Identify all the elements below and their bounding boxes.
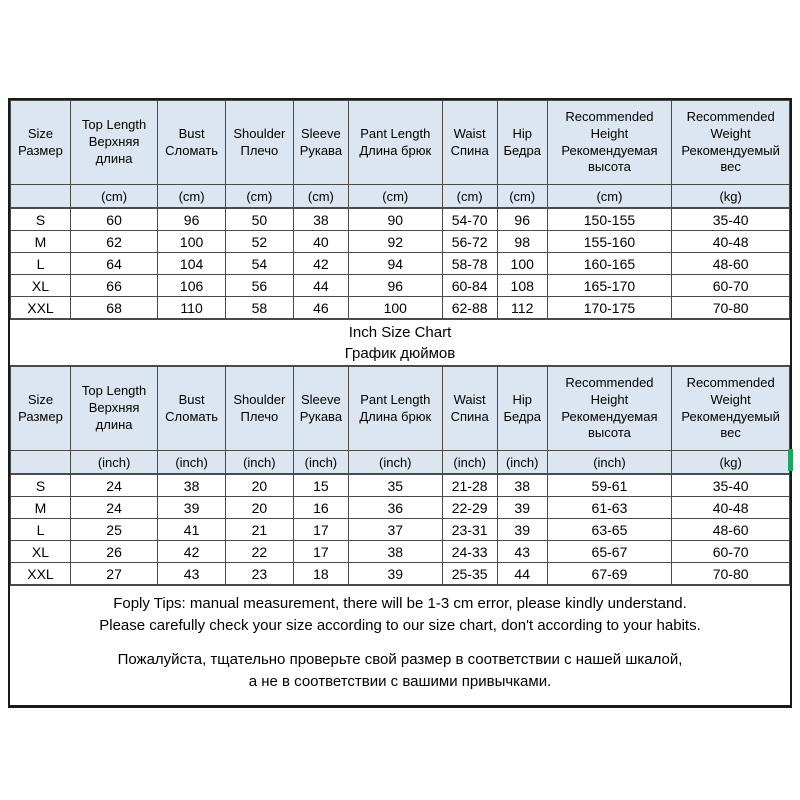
- measurement-cell: 42: [158, 541, 226, 563]
- size-row: [11, 253, 790, 275]
- measurement-cell: 98: [497, 231, 547, 253]
- column-header: [225, 367, 293, 451]
- measurement-cell: 23: [225, 563, 293, 585]
- measurement-cell: 43: [497, 541, 547, 563]
- inch-chart-title-en: Inch Size Chart: [348, 324, 452, 341]
- measurement-cell: 96: [158, 208, 226, 231]
- measurement-cell: 59-61: [547, 474, 672, 497]
- measurement-cell: 22: [225, 541, 293, 563]
- measurement-cell: 94: [349, 253, 442, 275]
- size-label-cell: XL: [11, 541, 71, 563]
- measurement-cell: 70-80: [672, 563, 790, 585]
- column-header-en: Size: [27, 125, 54, 141]
- column-header-en: Recommended Weight: [686, 374, 775, 407]
- unit-cell: (cm): [70, 185, 157, 209]
- size-row: [11, 231, 790, 253]
- measurement-cell: 60-70: [672, 541, 790, 563]
- column-header-en: Sleeve: [301, 125, 341, 141]
- column-header: [11, 367, 71, 451]
- column-header-ru: Длина брюк: [359, 408, 432, 424]
- unit-cell: (inch): [293, 451, 348, 475]
- measurement-cell: 54-70: [442, 208, 497, 231]
- measurement-cell: 68: [70, 297, 157, 319]
- measurement-cell: 35-40: [672, 208, 790, 231]
- column-header-en: Size: [27, 391, 54, 407]
- measurement-cell: 65-67: [547, 541, 672, 563]
- size-label-cell: M: [11, 497, 71, 519]
- size-row: [11, 541, 790, 563]
- inch-size-table: [10, 366, 790, 585]
- measurement-cell: 24: [70, 474, 157, 497]
- measurement-cell: 40-48: [672, 231, 790, 253]
- unit-cell: (inch): [70, 451, 157, 475]
- column-header: [442, 367, 497, 451]
- measurement-cell: 39: [158, 497, 226, 519]
- column-header: [158, 367, 226, 451]
- column-header: [225, 101, 293, 185]
- measurement-cell: 25-35: [442, 563, 497, 585]
- measurement-cell: 38: [158, 474, 226, 497]
- unit-cell: [11, 185, 71, 209]
- measurement-cell: 39: [497, 497, 547, 519]
- column-header-en: Waist: [453, 125, 486, 141]
- measurement-cell: 104: [158, 253, 226, 275]
- column-header: [70, 101, 157, 185]
- measurement-cell: 16: [293, 497, 348, 519]
- measurement-cell: 35: [349, 474, 442, 497]
- measurement-cell: 100: [497, 253, 547, 275]
- column-header-en: Recommended Weight: [686, 108, 775, 141]
- column-header-en: Pant Length: [360, 391, 431, 407]
- column-header-en: Recommended Height: [565, 374, 654, 407]
- unit-cell: (inch): [547, 451, 672, 475]
- measurement-cell: 38: [293, 208, 348, 231]
- unit-cell: (inch): [158, 451, 226, 475]
- header-row: [11, 101, 790, 185]
- measurement-cell: 18: [293, 563, 348, 585]
- active-cell-handle: [788, 449, 793, 471]
- unit-cell: (inch): [349, 451, 442, 475]
- size-row: [11, 474, 790, 497]
- column-header: [293, 367, 348, 451]
- measurement-cell: 150-155: [547, 208, 672, 231]
- measurement-cell: 64: [70, 253, 157, 275]
- measurement-cell: 108: [497, 275, 547, 297]
- column-header: [442, 101, 497, 185]
- measurement-cell: 96: [349, 275, 442, 297]
- unit-cell: (inch): [497, 451, 547, 475]
- column-header: [349, 101, 442, 185]
- column-header-en: Bust: [178, 125, 205, 141]
- size-label-cell: XXL: [11, 297, 71, 319]
- measurement-cell: 58-78: [442, 253, 497, 275]
- measurement-cell: 58: [225, 297, 293, 319]
- measurement-cell: 39: [497, 519, 547, 541]
- size-row: [11, 563, 790, 585]
- measurement-cell: 22-29: [442, 497, 497, 519]
- measurement-cell: 60: [70, 208, 157, 231]
- column-header-ru: Рекомендуемый вес: [681, 142, 780, 175]
- unit-cell: (cm): [497, 185, 547, 209]
- measurement-cell: 106: [158, 275, 226, 297]
- column-header-ru: Сломать: [165, 408, 219, 424]
- unit-cell: (kg): [672, 185, 790, 209]
- measurement-cell: 165-170: [547, 275, 672, 297]
- measurement-cell: 41: [158, 519, 226, 541]
- measurement-cell: 61-63: [547, 497, 672, 519]
- measurement-cell: 42: [293, 253, 348, 275]
- column-header-ru: Длина брюк: [359, 142, 432, 158]
- measurement-cell: 38: [497, 474, 547, 497]
- column-header-en: Bust: [178, 391, 205, 407]
- measurement-cell: 170-175: [547, 297, 672, 319]
- measurement-cell: 50: [225, 208, 293, 231]
- column-header-ru: Размер: [18, 408, 63, 424]
- measurement-cell: 100: [349, 297, 442, 319]
- size-label-cell: S: [11, 208, 71, 231]
- unit-cell: (cm): [158, 185, 226, 209]
- column-header-en: Shoulder: [233, 391, 286, 407]
- column-header-en: Shoulder: [233, 125, 286, 141]
- cm-size-table: [10, 100, 790, 319]
- measurement-cell: 21: [225, 519, 293, 541]
- measurement-cell: 20: [225, 497, 293, 519]
- column-header: [70, 367, 157, 451]
- unit-cell: (kg): [672, 451, 790, 475]
- inch-chart-title: [10, 319, 790, 366]
- measurement-cell: 27: [70, 563, 157, 585]
- measurement-cell: 44: [293, 275, 348, 297]
- header-row: [11, 367, 790, 451]
- column-header-ru: Плечо: [240, 142, 279, 158]
- size-row: [11, 519, 790, 541]
- tips-english: [18, 593, 782, 637]
- measurement-cell: 40: [293, 231, 348, 253]
- measurement-cell: 46: [293, 297, 348, 319]
- measurement-cell: 52: [225, 231, 293, 253]
- size-row: [11, 297, 790, 319]
- size-row: [11, 275, 790, 297]
- size-row: [11, 208, 790, 231]
- measurement-cell: 110: [158, 297, 226, 319]
- column-header-ru: Плечо: [240, 408, 279, 424]
- measurement-cell: 36: [349, 497, 442, 519]
- unit-cell: (inch): [442, 451, 497, 475]
- column-header-ru: Рекомендуемая высота: [561, 142, 658, 175]
- tips-block: [10, 585, 790, 705]
- column-header-en: Sleeve: [301, 391, 341, 407]
- size-label-cell: XXL: [11, 563, 71, 585]
- column-header: [293, 101, 348, 185]
- measurement-cell: 15: [293, 474, 348, 497]
- measurement-cell: 25: [70, 519, 157, 541]
- column-header-ru: Спина: [450, 142, 489, 158]
- size-label-cell: L: [11, 253, 71, 275]
- column-header: [349, 367, 442, 451]
- column-header-ru: Бедра: [503, 142, 541, 158]
- unit-cell: [11, 451, 71, 475]
- unit-cell: (cm): [547, 185, 672, 209]
- column-header: [547, 101, 672, 185]
- unit-cell: (cm): [225, 185, 293, 209]
- column-header-en: Pant Length: [360, 125, 431, 141]
- measurement-cell: 23-31: [442, 519, 497, 541]
- measurement-cell: 38: [349, 541, 442, 563]
- measurement-cell: 160-165: [547, 253, 672, 275]
- measurement-cell: 56-72: [442, 231, 497, 253]
- measurement-cell: 17: [293, 541, 348, 563]
- size-row: [11, 497, 790, 519]
- column-header: [672, 101, 790, 185]
- tips-russian: [18, 649, 782, 693]
- column-header-en: Hip: [512, 391, 532, 407]
- measurement-cell: 70-80: [672, 297, 790, 319]
- unit-cell: (cm): [293, 185, 348, 209]
- column-header: [497, 367, 547, 451]
- measurement-cell: 66: [70, 275, 157, 297]
- measurement-cell: 26: [70, 541, 157, 563]
- measurement-cell: 48-60: [672, 253, 790, 275]
- size-label-cell: S: [11, 474, 71, 497]
- column-header-ru: Рукава: [299, 142, 343, 158]
- column-header-ru: Спина: [450, 408, 489, 424]
- measurement-cell: 60-70: [672, 275, 790, 297]
- tips-en-line2: Please carefully check your size according to our size chart, don't according to your habits.: [99, 617, 701, 634]
- size-label-cell: M: [11, 231, 71, 253]
- column-header: [11, 101, 71, 185]
- units-row: [11, 451, 790, 475]
- column-header-ru: Рекомендуемый вес: [681, 408, 780, 441]
- measurement-cell: 96: [497, 208, 547, 231]
- size-chart-sheet: [8, 98, 792, 708]
- measurement-cell: 37: [349, 519, 442, 541]
- measurement-cell: 67-69: [547, 563, 672, 585]
- measurement-cell: 40-48: [672, 497, 790, 519]
- size-label-cell: L: [11, 519, 71, 541]
- measurement-cell: 62-88: [442, 297, 497, 319]
- column-header-en: Hip: [512, 125, 532, 141]
- tips-en-line1: Foply Tips: manual measurement, there will be 1-3 cm error, please kindly understand.: [113, 595, 687, 612]
- measurement-cell: 44: [497, 563, 547, 585]
- measurement-cell: 155-160: [547, 231, 672, 253]
- column-header-en: Recommended Height: [565, 108, 654, 141]
- measurement-cell: 39: [349, 563, 442, 585]
- unit-cell: (inch): [225, 451, 293, 475]
- size-label-cell: XL: [11, 275, 71, 297]
- measurement-cell: 100: [158, 231, 226, 253]
- column-header-ru: Верхняя длина: [88, 134, 140, 166]
- column-header-ru: Рекомендуемая высота: [561, 408, 658, 441]
- measurement-cell: 90: [349, 208, 442, 231]
- column-header-en: Waist: [453, 391, 486, 407]
- measurement-cell: 56: [225, 275, 293, 297]
- unit-cell: (cm): [349, 185, 442, 209]
- measurement-cell: 24: [70, 497, 157, 519]
- column-header-ru: Бедра: [503, 408, 541, 424]
- unit-cell: (cm): [442, 185, 497, 209]
- column-header: [497, 101, 547, 185]
- inch-chart-title-ru: График дюймов: [344, 345, 456, 362]
- measurement-cell: 92: [349, 231, 442, 253]
- units-row: [11, 185, 790, 209]
- measurement-cell: 60-84: [442, 275, 497, 297]
- column-header-en: Top Length: [81, 117, 147, 133]
- tips-ru-line2: а не в соответствии с вашими привычками.: [248, 673, 552, 690]
- measurement-cell: 48-60: [672, 519, 790, 541]
- column-header-ru: Верхняя длина: [88, 400, 140, 432]
- measurement-cell: 24-33: [442, 541, 497, 563]
- measurement-cell: 43: [158, 563, 226, 585]
- measurement-cell: 21-28: [442, 474, 497, 497]
- column-header-en: Top Length: [81, 383, 147, 399]
- measurement-cell: 63-65: [547, 519, 672, 541]
- column-header: [158, 101, 226, 185]
- tips-ru-line1: Пожалуйста, тщательно проверьте свой размер в соответствии с нашей шкалой,: [117, 651, 683, 668]
- measurement-cell: 35-40: [672, 474, 790, 497]
- measurement-cell: 20: [225, 474, 293, 497]
- column-header-ru: Сломать: [165, 142, 219, 158]
- measurement-cell: 54: [225, 253, 293, 275]
- column-header-ru: Рукава: [299, 408, 343, 424]
- column-header: [672, 367, 790, 451]
- column-header-ru: Размер: [18, 142, 63, 158]
- measurement-cell: 112: [497, 297, 547, 319]
- column-header: [547, 367, 672, 451]
- measurement-cell: 17: [293, 519, 348, 541]
- measurement-cell: 62: [70, 231, 157, 253]
